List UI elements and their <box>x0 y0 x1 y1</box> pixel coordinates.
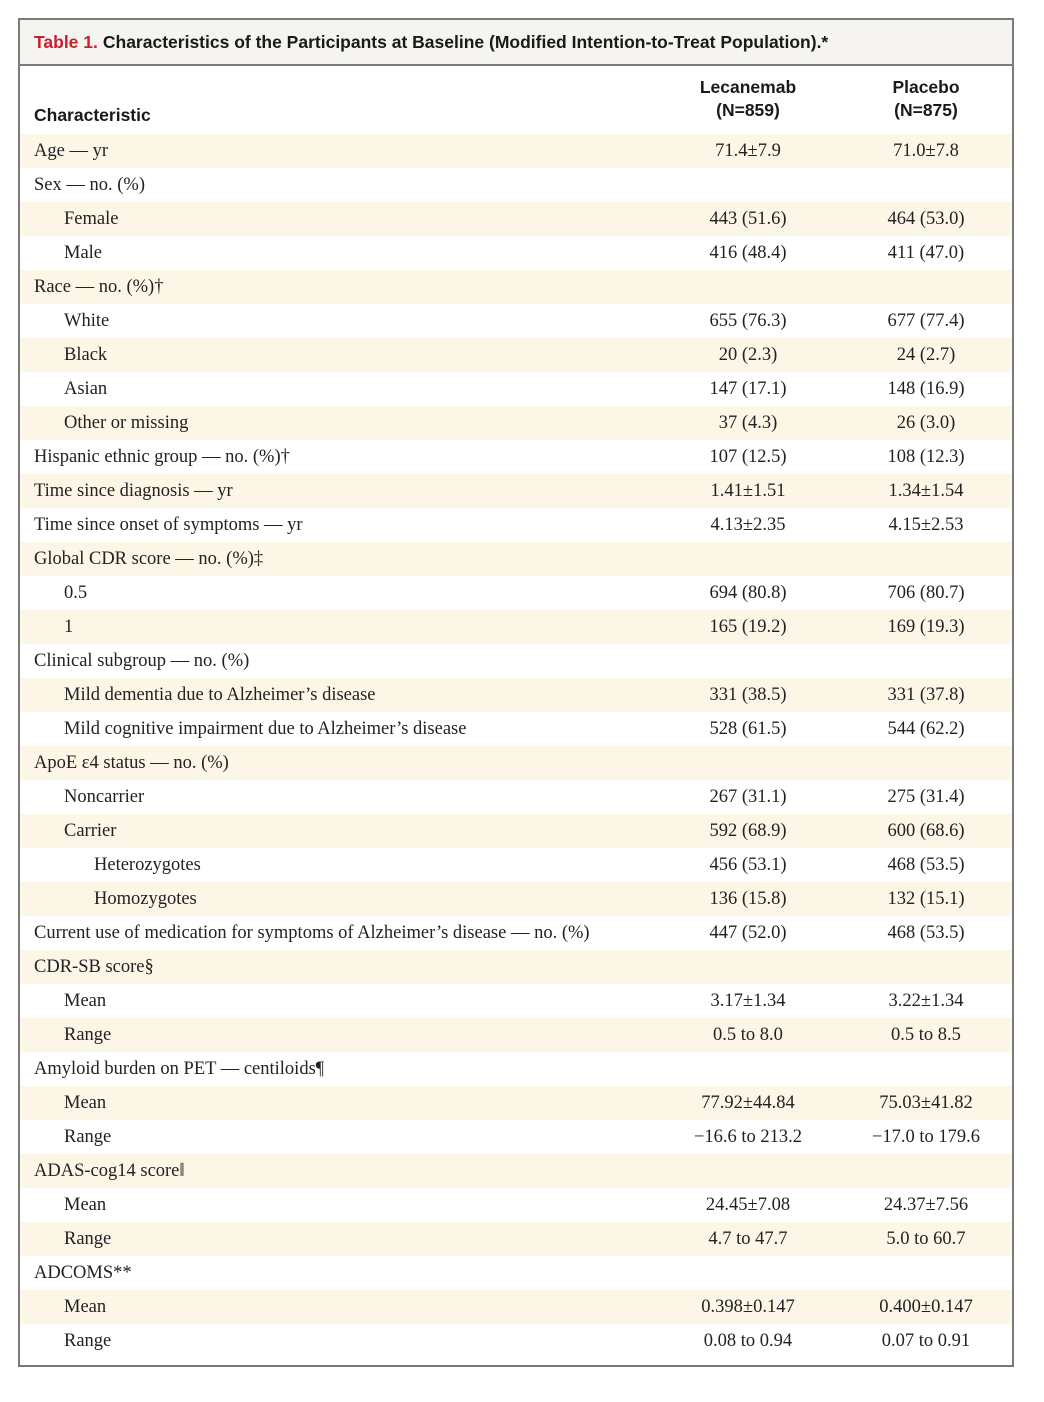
row-label: Clinical subgroup — no. (%) <box>34 650 250 671</box>
row-label: White <box>64 310 110 331</box>
placebo-value: 331 (37.8) <box>887 684 965 705</box>
header-placebo-name: Placebo <box>892 77 960 97</box>
table-row <box>20 882 1012 916</box>
table-row <box>20 848 1012 882</box>
lecanemab-value: 136 (15.8) <box>709 888 787 909</box>
table-row <box>20 304 1012 338</box>
row-label: Other or missing <box>64 412 189 433</box>
row-label: Mean <box>64 1194 107 1215</box>
table-frame <box>18 18 1014 1367</box>
table-row <box>20 270 1012 304</box>
table-row <box>20 1188 1012 1222</box>
table-body <box>20 134 1012 1358</box>
table-header <box>20 66 1012 134</box>
row-label: Range <box>64 1330 112 1351</box>
table-row <box>20 508 1012 542</box>
lecanemab-value: 447 (52.0) <box>709 922 787 943</box>
lecanemab-value: 107 (12.5) <box>709 446 787 467</box>
lecanemab-value: 528 (61.5) <box>709 718 787 739</box>
row-label: Range <box>64 1228 112 1249</box>
table-row <box>20 202 1012 236</box>
header-placebo-n: (N=875) <box>894 100 958 120</box>
placebo-value: 75.03±41.82 <box>879 1092 973 1113</box>
table-row <box>20 950 1012 984</box>
table-row <box>20 712 1012 746</box>
row-label: ADAS-cog14 score‖ <box>34 1160 185 1181</box>
header-lecanemab-name: Lecanemab <box>699 77 797 97</box>
placebo-value: 3.22±1.34 <box>888 990 964 1011</box>
placebo-value: 169 (19.3) <box>887 616 965 637</box>
table-row <box>20 1290 1012 1324</box>
row-label: Black <box>64 344 108 365</box>
lecanemab-value: 416 (48.4) <box>709 242 787 263</box>
table-row <box>20 474 1012 508</box>
placebo-value: 148 (16.9) <box>887 378 965 399</box>
lecanemab-value: 0.5 to 8.0 <box>713 1024 783 1045</box>
lecanemab-value: 0.398±0.147 <box>701 1296 795 1317</box>
lecanemab-value: 37 (4.3) <box>718 412 778 433</box>
table-row <box>20 1120 1012 1154</box>
lecanemab-value: −16.6 to 213.2 <box>693 1126 803 1147</box>
table-row <box>20 1324 1012 1358</box>
header-lecanemab-n: (N=859) <box>716 100 780 120</box>
row-label: Mean <box>64 1296 107 1317</box>
table-row <box>20 984 1012 1018</box>
placebo-value: 411 (47.0) <box>887 242 965 263</box>
lecanemab-value: 456 (53.1) <box>709 854 787 875</box>
row-label: Mild cognitive impairment due to Alzheimer’s disease <box>64 718 467 739</box>
placebo-value: 468 (53.5) <box>887 922 965 943</box>
placebo-value: 1.34±1.54 <box>888 480 964 501</box>
row-label: ADCOMS** <box>34 1262 132 1283</box>
lecanemab-value: 1.41±1.51 <box>710 480 786 501</box>
row-label: Noncarrier <box>64 786 145 807</box>
placebo-value: 275 (31.4) <box>887 786 965 807</box>
row-label: Age — yr <box>34 140 108 161</box>
lecanemab-value: 0.08 to 0.94 <box>703 1330 793 1351</box>
placebo-value: 464 (53.0) <box>887 208 965 229</box>
placebo-value: 71.0±7.8 <box>893 140 959 161</box>
table-row <box>20 542 1012 576</box>
lecanemab-value: 165 (19.2) <box>709 616 787 637</box>
placebo-value: −17.0 to 179.6 <box>871 1126 981 1147</box>
placebo-value: 0.07 to 0.91 <box>881 1330 971 1351</box>
table-row <box>20 168 1012 202</box>
placebo-value: 544 (62.2) <box>887 718 965 739</box>
row-label: CDR-SB score§ <box>34 956 154 977</box>
placebo-value: 132 (15.1) <box>887 888 965 909</box>
placebo-value: 108 (12.3) <box>887 446 965 467</box>
row-label: Global CDR score — no. (%)‡ <box>34 548 264 569</box>
table-row <box>20 814 1012 848</box>
placebo-value: 0.400±0.147 <box>879 1296 973 1317</box>
table-row <box>20 406 1012 440</box>
table-row <box>20 1086 1012 1120</box>
lecanemab-value: 267 (31.1) <box>709 786 787 807</box>
table-title: Characteristics of the Participants at Baseline (Modified Intention-to-Treat Population).* <box>102 31 829 52</box>
lecanemab-value: 3.17±1.34 <box>710 990 786 1011</box>
table-row <box>20 746 1012 780</box>
row-label: Time since onset of symptoms — yr <box>34 514 303 535</box>
row-label: Current use of medication for symptoms of Alzheimer’s disease — no. (%) <box>34 922 590 943</box>
row-label: Mild dementia due to Alzheimer’s disease <box>64 684 376 705</box>
lecanemab-value: 147 (17.1) <box>709 378 787 399</box>
row-label: Race — no. (%)† <box>34 276 164 297</box>
placebo-value: 4.15±2.53 <box>888 514 964 535</box>
row-label: Mean <box>64 990 107 1011</box>
lecanemab-value: 592 (68.9) <box>709 820 787 841</box>
lecanemab-value: 4.13±2.35 <box>710 514 786 535</box>
table-row <box>20 372 1012 406</box>
placebo-value: 0.5 to 8.5 <box>891 1024 961 1045</box>
table-title-bar <box>20 20 1012 66</box>
placebo-value: 706 (80.7) <box>887 582 965 603</box>
table-row <box>20 236 1012 270</box>
row-label: Range <box>64 1126 112 1147</box>
row-label: 1 <box>64 616 74 637</box>
lecanemab-value: 20 (2.3) <box>718 344 778 365</box>
table-row <box>20 1154 1012 1188</box>
header-placebo <box>826 76 1026 122</box>
placebo-value: 677 (77.4) <box>887 310 965 331</box>
table-row <box>20 576 1012 610</box>
lecanemab-value: 655 (76.3) <box>709 310 787 331</box>
table-row <box>20 1222 1012 1256</box>
lecanemab-value: 24.45±7.08 <box>705 1194 791 1215</box>
placebo-value: 468 (53.5) <box>887 854 965 875</box>
row-label: Range <box>64 1024 112 1045</box>
placebo-value: 600 (68.6) <box>887 820 965 841</box>
lecanemab-value: 77.92±44.84 <box>701 1092 795 1113</box>
header-lecanemab <box>648 76 848 122</box>
row-label: Hispanic ethnic group — no. (%)† <box>34 446 290 467</box>
table-row <box>20 440 1012 474</box>
table-row <box>20 134 1012 168</box>
row-label: Carrier <box>64 820 117 841</box>
table-row <box>20 1018 1012 1052</box>
table-row <box>20 644 1012 678</box>
row-label: Mean <box>64 1092 107 1113</box>
table-row <box>20 1052 1012 1086</box>
row-label: Amyloid burden on PET — centiloids¶ <box>34 1058 325 1079</box>
row-label: Sex — no. (%) <box>34 174 145 195</box>
placebo-value: 24 (2.7) <box>896 344 956 365</box>
table-label: Table 1. <box>34 31 98 52</box>
table-row <box>20 916 1012 950</box>
table-row <box>20 1256 1012 1290</box>
row-label: Male <box>64 242 103 263</box>
table-row <box>20 678 1012 712</box>
table-row <box>20 610 1012 644</box>
lecanemab-value: 331 (38.5) <box>709 684 787 705</box>
row-label: Asian <box>64 378 108 399</box>
placebo-value: 26 (3.0) <box>896 412 956 433</box>
row-label: Homozygotes <box>94 888 197 909</box>
lecanemab-value: 694 (80.8) <box>709 582 787 603</box>
header-characteristic: Characteristic <box>34 105 151 125</box>
placebo-value: 24.37±7.56 <box>883 1194 969 1215</box>
row-label: Heterozygotes <box>94 854 201 875</box>
row-label: ApoE ε4 status — no. (%) <box>34 752 229 773</box>
row-label: Female <box>64 208 119 229</box>
row-label: 0.5 <box>64 582 88 603</box>
lecanemab-value: 443 (51.6) <box>709 208 787 229</box>
table-row <box>20 338 1012 372</box>
lecanemab-value: 71.4±7.9 <box>715 140 781 161</box>
placebo-value: 5.0 to 60.7 <box>886 1228 966 1249</box>
table-row <box>20 780 1012 814</box>
row-label: Time since diagnosis — yr <box>34 480 233 501</box>
lecanemab-value: 4.7 to 47.7 <box>708 1228 788 1249</box>
